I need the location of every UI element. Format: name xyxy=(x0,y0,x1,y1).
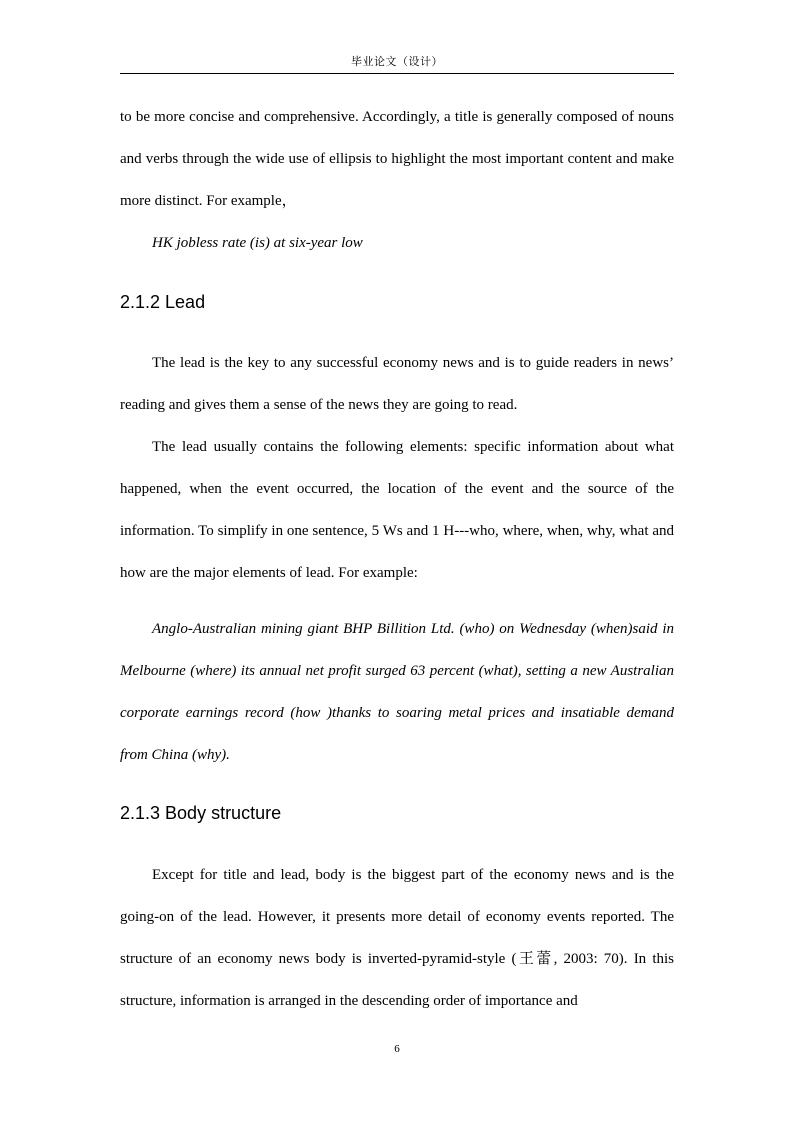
lead-example-block xyxy=(120,608,674,776)
heading-lead: 2.1.2 Lead xyxy=(120,292,206,312)
paragraph-title-composition: to be more concise and comprehensive. Accordingly, a title is generally composed of nouns and verbs through the wide use of ellipsis to highlight the most important content and make more distinct. For example， xyxy=(120,109,674,209)
intro-text-block xyxy=(120,96,674,264)
lead-text-block xyxy=(120,342,674,594)
heading-body-structure: 2.1.3 Body structure xyxy=(120,803,282,823)
header-rule xyxy=(120,73,674,74)
paragraph-lead-elements: The lead usually contains the following elements: specific information about what happened, when the event occurred, the location of the event and the source of the information. To simplify in one sentence, 5 Ws and 1 H---who, where, when, why, what and how are the major elements of lead. For example: xyxy=(120,439,674,581)
paragraph-lead-definition: The lead is the key to any successful economy news and is to guide readers in news’ reading and gives them a sense of the news they are going to read. xyxy=(120,355,674,413)
example-headline: HK jobless rate (is) at six-year low xyxy=(152,235,363,251)
running-header: 毕业论文（设计） xyxy=(351,55,443,68)
page-number: 6 xyxy=(394,1043,400,1055)
paragraph-body-structure: Except for title and lead, body is the biggest part of the economy news and is the going-on of the lead. However, it presents more detail of economy events reported. The structure of an economy news body is inverted-pyramid-style (王蕾, 2003: 70). In this structure, information is arranged in the descending order of importance and xyxy=(120,867,674,1009)
body-structure-text-block xyxy=(120,854,674,1022)
example-lead-sentence: Anglo-Australian mining giant BHP Billition Ltd. (who) on Wednesday (when)said in Melbourne (where) its annual net profit surged 63 percent (what), setting a new Australian corporate earnings record (how )thanks to soaring metal prices and insatiable demand from China (why). xyxy=(120,621,674,763)
